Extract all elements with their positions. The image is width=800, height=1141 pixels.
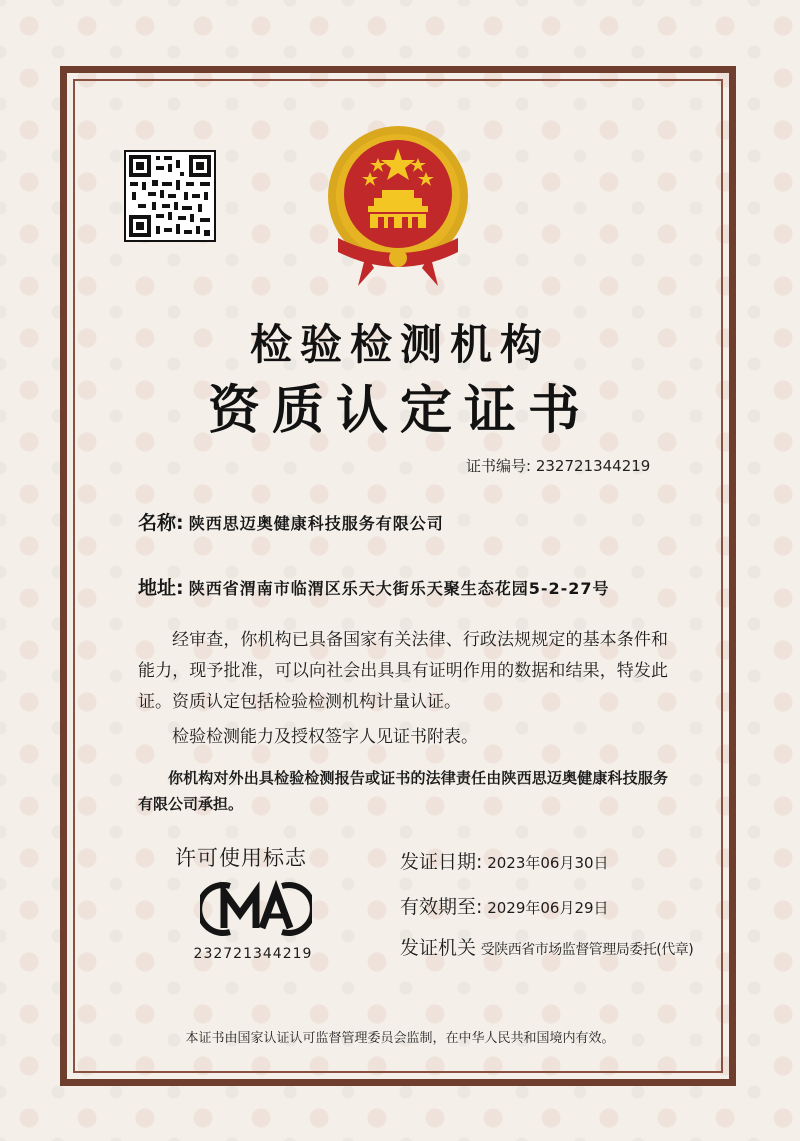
valid-until (400, 892, 609, 919)
title-line-2: 资质认定证书 (207, 381, 592, 441)
liability-paragraph: 你机构对外出具检验检测报告或证书的法律责任由陕西思迈奥健康科技服务有限公司承担。 (138, 769, 668, 813)
attachment-paragraph: 检验检测能力及授权签字人见证书附表。 (172, 727, 478, 747)
issue-date (400, 847, 609, 874)
name-value: 陕西思迈奥健康科技服务有限公司 (188, 514, 444, 533)
name-label: 名称: (138, 512, 184, 534)
qr-code-icon (124, 150, 216, 242)
certificate-number: 证书编号: 232721344219 (466, 457, 651, 475)
address-value: 陕西省渭南市临渭区乐天大街乐天聚生态花园5-2-27号 (188, 579, 610, 598)
approval-paragraph: 经审查，你机构已具备国家有关法律、行政法规规定的基本条件和能力，现予批准，可以向社会出具具有证明作用的数据和结果，特发此证。资质认定包括检验检测机构计量认证。 (138, 630, 668, 712)
cma-mark-icon (200, 880, 312, 938)
issue-date-label: 发证日期: (400, 851, 483, 873)
issue-date-value: 2023年06月30日 (487, 854, 609, 872)
national-emblem-icon (318, 118, 478, 290)
address-label: 地址: (138, 577, 184, 599)
valid-until-label: 有效期至: (400, 896, 483, 918)
permit-mark-title: 许可使用标志 (175, 846, 307, 870)
ma-number: 232721344219 (193, 946, 313, 962)
address-field (138, 573, 610, 600)
valid-until-value: 2029年06月29日 (487, 899, 609, 917)
issuer-value: 受陕西省市场监督管理局委托(代章) (480, 942, 694, 958)
issuer-label: 发证机关 (400, 937, 477, 959)
footer-note: 本证书由国家认证认可监督管理委员会监制，在中华人民共和国境内有效。 (185, 1031, 615, 1046)
issuer (400, 933, 693, 960)
name-field (138, 508, 444, 535)
title-line-1: 检验检测机构 (249, 320, 550, 369)
